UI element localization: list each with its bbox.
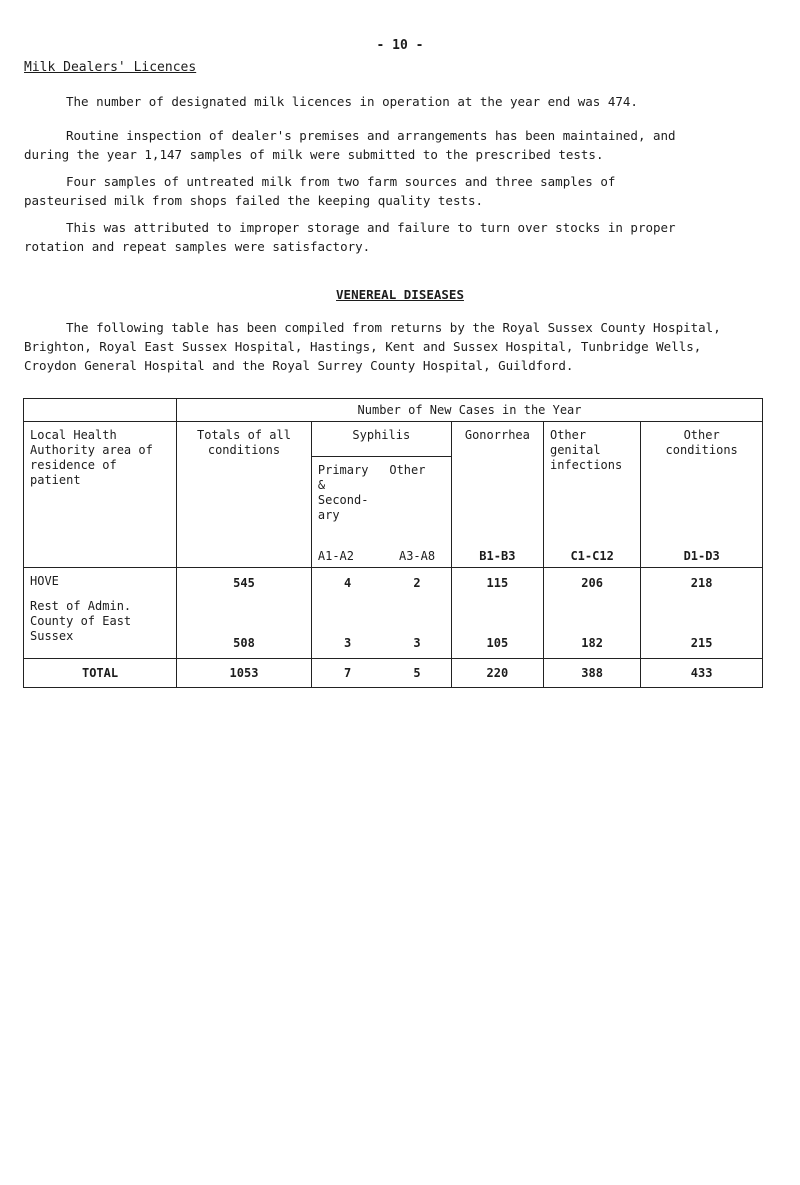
header-primary-secondary: Primary & Second-ary A1-A2 — [311, 457, 383, 568]
paragraph-licences: The number of designated milk licences in operation at the year end was 474. — [66, 94, 638, 109]
total-other-genital: 388 — [543, 659, 640, 688]
total-primary: 7 — [311, 659, 383, 688]
cell-totals: 545 508 — [177, 568, 312, 659]
cell-other-syphilis: 2 3 — [383, 568, 451, 659]
header-other-syphilis: Other A3-A8 — [383, 457, 451, 568]
header-gonorrhea: Gonorrhea B1-B3 — [451, 422, 543, 568]
page-number: - 10 - — [376, 38, 424, 53]
total-totals: 1053 — [177, 659, 312, 688]
cell-primary: 4 3 — [311, 568, 383, 659]
paragraph-attribution: This was attributed to improper storage and failure to turn over stocks in proper rotation and repeat samples were satisfactory. — [24, 220, 676, 254]
section-heading-milk: Milk Dealers' Licences — [24, 60, 197, 75]
table-row: HOVE Rest of Admin. County of East Sussex — [24, 568, 177, 659]
venereal-diseases-table — [23, 398, 763, 688]
header-other-genital: Other genital infections C1-C12 — [543, 422, 640, 568]
header-other-conditions: Other conditions D1-D3 — [641, 422, 763, 568]
paragraph-failed-samples: Four samples of untreated milk from two farm sources and three samples of pasteurised milk from shops failed the keeping quality tests. — [24, 174, 616, 208]
total-other-conditions: 433 — [641, 659, 763, 688]
table-corner-cell — [24, 399, 177, 422]
header-syphilis: Syphilis — [311, 422, 451, 457]
total-row-label: TOTAL — [24, 659, 177, 688]
header-local-authority: Local Health Authority area of residence of patient — [24, 422, 177, 568]
section-title-venereal: VENEREAL DISEASES — [336, 287, 464, 302]
table-span-header: Number of New Cases in the Year — [177, 399, 763, 422]
cell-gonorrhea: 115 105 — [451, 568, 543, 659]
paragraph-routine-inspection: Routine inspection of dealer's premises and arrangements has been maintained, and during the year 1,147 samples of milk were submitted to the prescribed tests. — [24, 128, 676, 162]
header-totals: Totals of all conditions — [177, 422, 312, 568]
total-gonorrhea: 220 — [451, 659, 543, 688]
paragraph-table-intro: The following table has been compiled from returns by the Royal Sussex County Hospital, Brighton, Royal East Sussex Hospital, Hastings, Kent and Sussex Hospital, Tunbridge Wells, Croydon General Hospital and the Royal Surrey County Hospital, Guildford. — [24, 320, 721, 373]
cell-other-conditions: 218 215 — [641, 568, 763, 659]
cell-other-genital: 206 182 — [543, 568, 640, 659]
total-other-syphilis: 5 — [383, 659, 451, 688]
